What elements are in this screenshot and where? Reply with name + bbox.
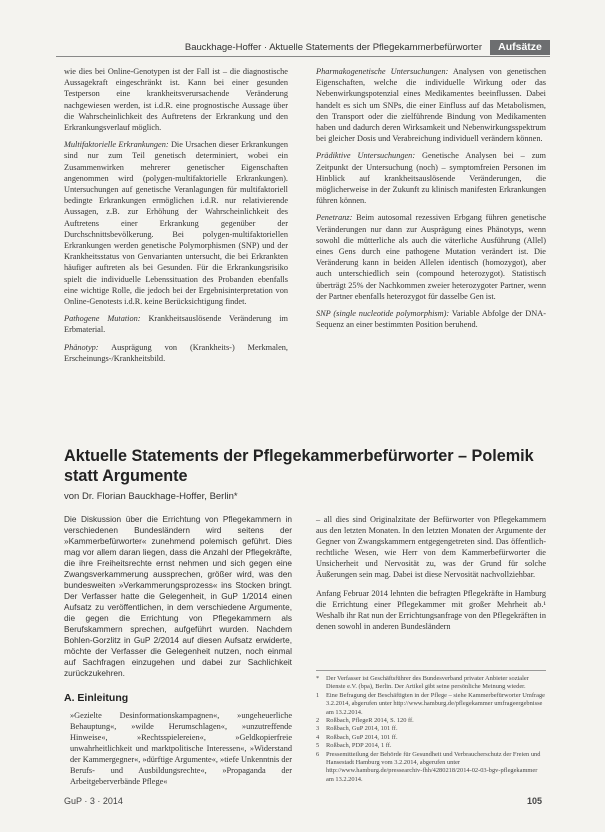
article-intro: Die Diskussion über die Errichtung von Pflegekammern in verschiedenen Bundesländern wird seitens der »Kammerbefürworter« zunehmend polemisch geführt. Dies mag vor allem daran liegen, dass die Anzahl der Pflegekräfte, die ihre Freiheitsrechte ernst nehmen und sich gegen eine Zwangsverkammerung aussprechen, größer wird, was den bundesweiten »Verkammerungsprozess« ins Stocken bringt. Der Verfasser hatte die Gelegenheit, in GuP 1/2014 einen Aufsatz zu veröffentlichen, in dem verschiedene Argumente, die gegen die Errichtung von Pflegekammern als Berufskammern sprechen, aufgeführt wurden. Nachdem Bohlen-Gorzlitz in GuP 2/2014 auf diesen Aufsatz erwiderte, möchte der Verfasser die Gelegenheit nutzen, noch einmal auf Sachfragen einzugehen und dabei zur Sachlichkeit zurückzukehren. bbox=[64, 514, 292, 678]
footnote: 3 Roßbach, GuP 2014, 101 ff. bbox=[316, 725, 398, 733]
glossary-entry: Multifaktorielle Erkrankungen: Die Ursachen dieser Erkrankungen sind nur zum Teil genetisch determiniert, wobei ein Zusammenwirken mehrerer genetischer Eigenschaften angenommen wird (polygen-multifaktorielle Erkrankungen). Untersuchungen auf genetische Veranlagungen für multifaktoriell bedingte Erkrankungen ermöglichen i.d.R. nur relativierende Aussagen, z.B. zur Erhöhung der Wahrscheinlichkeit des Auftretens einer Erkrankung gegenüber der Durchschnittsbevölkerung. Bei polygen-multifaktoriellen Erkrankungen werden genetische Polymorphismen (SNP) und der Krankheitsstatus von Genvarianten untersucht, die bei Erkrankten häufiger auftreten als bei Gesunden. Für die Erkrankungsrisiko spielt die individuelle Lebenssituation des Probanden ebenfalls eine wichtige Rolle, die jedoch bei der Ergebnisinterpretation von Online-Genotests i.d.R. keine Berücksichtigung findet. bbox=[64, 140, 288, 307]
article-quote: »Gezielte Desinformationskampagnen«, »ungeheuerliche Behauptung«, »wilde Herumschlagen«, »unzutreffende Hinweise«, »Rechtsspielereien«, »Geldkopierfreie unwahrheitlichkeit und marktpolitische Interessen«, »Widerstand der Kammergegner«, »dürftige Argumente«, »tiefe Unkenntnis der Berufs- und Ausbildungsrechte«, »Propaganda der Arbeitgeberverbände Pflege« bbox=[70, 711, 292, 786]
glossary-entry: wie dies bei Online-Genotypen ist der Fall ist – die diagnostische Aussagekraft eingeschränkt ist. Kann bei einer gesunden Testperson eine krankheitsverursachende Veränderung nachgewiesen werden, ist i.d.R. eine prognostische Aussage über die Wahrscheinlichkeit des Auftretens der Erkrankung und den Erkrankungsverlauf möglich. bbox=[64, 67, 288, 133]
running-title: Bauckhage-Hoffer · Aktuelle Statements der Pflegekammerbefürworter bbox=[184, 42, 482, 53]
glossary-right-column bbox=[316, 66, 546, 336]
article-right-column bbox=[316, 514, 546, 640]
article-paragraph: Anfang Februar 2014 lehnten die befragten Pflegekräfte in Hamburg die Errichtung einer Pflegekammer mit großer Mehrheit ab.¹ Weshalb ihr Rat nun der Errichtungsanfrage von den Pflegekräften in denen sowohl in anderen Bundesländern bbox=[316, 589, 546, 631]
glossary-entry: Pharmakogenetische Untersuchungen: Analysen von genetischen Eigenschaften, welche die individuelle Wirkung oder das Nebenwirkungspotenzial eines Medikamentes beeinflussen. Dabei handelt es sich um SNPs, die einer Einfluss auf das Metabolismen, den Transport oder die zielführende Bindung von Medikamenten haben und dadurch deren Wirksamkeit und Nebenwirkungsspektrum bei gleicher Dosis und Verabreichung individuell verändern können. bbox=[316, 67, 546, 144]
glossary-entry: SNP (single nucleotide polymorphism): Variable Abfolge der DNA-Sequenz an einer bestimmten Position beruhend. bbox=[316, 309, 546, 330]
article-header bbox=[64, 447, 548, 502]
glossary-entry: Pathogene Mutation: Krankheitsauslösende Veränderung im Erbmaterial. bbox=[64, 314, 288, 335]
page-number: 105 bbox=[526, 796, 542, 806]
glossary-entry: Penetranz: Beim autosomal rezessiven Erbgang führen genetische Veränderungen nur dann zur Ausprägung eines Phänotyps, wenn sowohl die mütterliche als auch die väterliche Ausführung (Allel) eines Gens durch eine pathogene Mutation verändert ist. Die Veränderung kann in beiden Allelen identisch (homozygot), aber auch unterschiedlich sein (compound heterozygot). Statistisch überträgt 25% der Nachkommen zweier heterozygoter Partner, wenn der Partner ebenfalls heterozygot für dasselbe Gen ist. bbox=[316, 213, 546, 301]
glossary-entry: Prädiktive Untersuchungen: Genetische Analysen bei – zum Zeitpunkt der Untersuchung (noch) – symptomfreien Personen im Hinblick auf krankheitsauslösende Veränderungen, die möglicherweise in der Zukunft zu klinisch manifesten Erkrankungen führen können. bbox=[316, 151, 546, 206]
footnote: 2 Roßbach, PflegeR 2014, S. 120 ff. bbox=[316, 717, 414, 725]
footnote: 6 Pressemitteilung der Behörde für Gesundheit und Verbraucherschutz der Freien und Hansestadt Hamburg vom 3.2.2014, abgerufen unter http://www.hamburg.de/pressearchiv-fhh/4280218/2014-02-03-bgv-pflegekammer am 13.2.2014. bbox=[316, 750, 541, 783]
footnote: 1 Eine Befragung der Beschäftigten in der Pflege – siehe Kammerbefürworter Umfrage 3.2.2014, abgerufen unter http://www.hamburg.de/pflegekammer umfrageergebnisse am 13.2.2014. bbox=[316, 691, 545, 716]
journal-issue: GuP · 3 · 2014 bbox=[64, 796, 123, 806]
running-header bbox=[56, 42, 550, 57]
footnote: 4 Roßbach, GuP 2014, 101 ff. bbox=[316, 733, 398, 741]
section-heading: A. Einleitung bbox=[64, 692, 129, 704]
section-label: Aufsätze bbox=[490, 40, 550, 55]
glossary-left-column bbox=[64, 66, 288, 370]
glossary-entry: Phänotyp: Ausprägung von (Krankheits-) Merkmalen, Erscheinungs-/Krankheitsbild. bbox=[64, 342, 288, 363]
footnotes bbox=[316, 670, 546, 784]
article-left-column bbox=[64, 514, 292, 787]
footnote: 5 Roßbach, PDP 2014, 1 ff. bbox=[316, 742, 392, 750]
article-byline: von Dr. Florian Bauckhage-Hoffer, Berlin* bbox=[64, 491, 238, 502]
footnote: * Der Verfasser ist Geschäftsführer des Bundesverband privater Anbieter sozialer Dienste e.V. (bpa), Berlin. Der Artikel gibt seine persönliche Meinung wieder. bbox=[316, 675, 529, 691]
article-title: Aktuelle Statements der Pflegekammerbefürworter – Polemik statt Argumente bbox=[64, 447, 534, 485]
article-paragraph: – all dies sind Originalzitate der Befürworter von Pflegekammern aus den letzten Monaten. In den letzten Monaten der Argumente der Gegner von Zwangskammern entgegengetreten sind. Das öffentlich-rechtliche Wesen, wie Herr von dem Kammerbefürworter die Unsicherheit und Nervosität zu, was der Grund für solche Äußerungen sein mag. Dabei ist diese Nervosität nachvollziehbar. bbox=[316, 515, 546, 579]
